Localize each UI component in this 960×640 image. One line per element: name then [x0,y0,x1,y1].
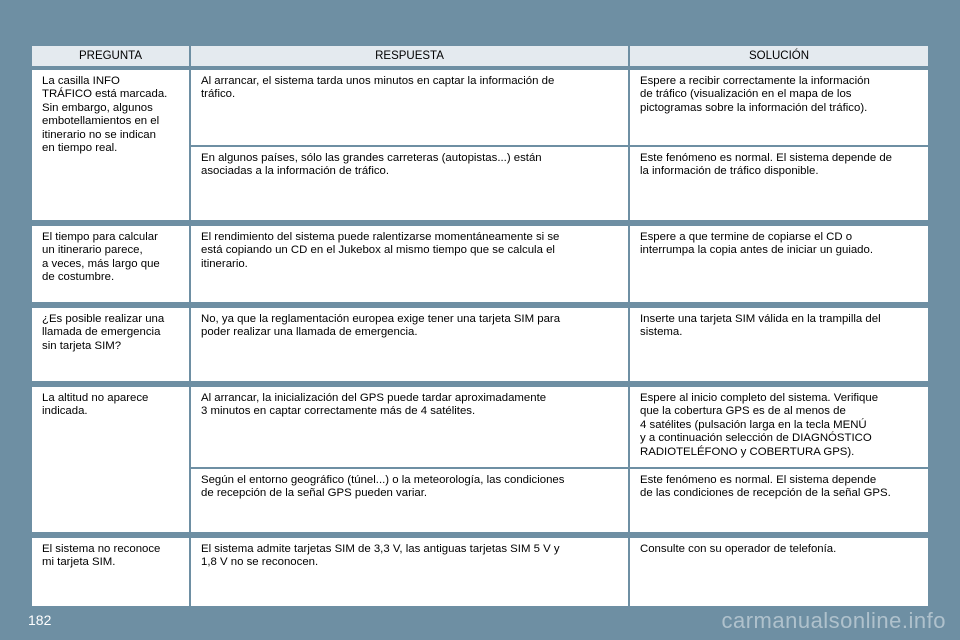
row2-respuesta: El rendimiento del sistema puede ralentizarse momentáneamente si se está copiando un CD en el Jukebox al mismo tiempo que se calcula el itinerario. [191,226,628,302]
header-respuesta: RESPUESTA [191,46,628,66]
row4b-respuesta: Según el entorno geográfico (túnel...) o la meteorología, las condiciones de recepción de la señal GPS pueden variar. [191,469,628,532]
row1a-solucion: Espere a recibir correctamente la información de tráfico (visualización en el mapa de los pictogramas sobre la información del tráfico). [630,70,928,145]
row3-pregunta: ¿Es posible realizar una llamada de emergencia sin tarjeta SIM? [32,308,189,381]
row4a-solucion: Espere al inicio completo del sistema. Verifique que la cobertura GPS es de al menos de 4 satélites (pulsación larga en la tecla MENÚ y a continuación selección de DIAGNÓSTICO RADIOTELÉFONO y COBERTURA GPS). [630,387,928,467]
row4b-solucion: Este fenómeno es normal. El sistema depende de las condiciones de recepción de la señal GPS. [630,469,928,532]
row1-pregunta: La casilla INFO TRÁFICO está marcada. Sin embargo, algunos embotellamientos en el itinerario no se indican en tiempo real. [32,70,189,220]
header-pregunta: PREGUNTA [32,46,189,66]
row5-solucion: Consulte con su operador de telefonía. [630,538,928,606]
row2-solucion: Espere a que termine de copiarse el CD o interrumpa la copia antes de iniciar un guiado. [630,226,928,302]
row5-pregunta: El sistema no reconoce mi tarjeta SIM. [32,538,189,606]
row3-respuesta: No, ya que la reglamentación europea exige tener una tarjeta SIM para poder realizar una llamada de emergencia. [191,308,628,381]
row3-solucion: Inserte una tarjeta SIM válida en la trampilla del sistema. [630,308,928,381]
row1b-respuesta: En algunos países, sólo las grandes carreteras (autopistas...) están asociadas a la información de tráfico. [191,147,628,220]
row2-pregunta: El tiempo para calcular un itinerario parece, a veces, más largo que de costumbre. [32,226,189,302]
row4a-respuesta: Al arrancar, la inicialización del GPS puede tardar aproximadamente 3 minutos en captar correctamente más de 4 satélites. [191,387,628,467]
row4-pregunta: La altitud no aparece indicada. [32,387,189,532]
watermark-text: carmanualsonline.info [721,608,946,633]
header-solucion: SOLUCIÓN [630,46,928,66]
row5-respuesta: El sistema admite tarjetas SIM de 3,3 V, las antiguas tarjetas SIM 5 V y 1,8 V no se reconocen. [191,538,628,606]
row1a-respuesta: Al arrancar, el sistema tarda unos minutos en captar la información de tráfico. [191,70,628,145]
row1b-solucion: Este fenómeno es normal. El sistema depende de la información de tráfico disponible. [630,147,928,220]
page-number: 182 [28,612,52,628]
